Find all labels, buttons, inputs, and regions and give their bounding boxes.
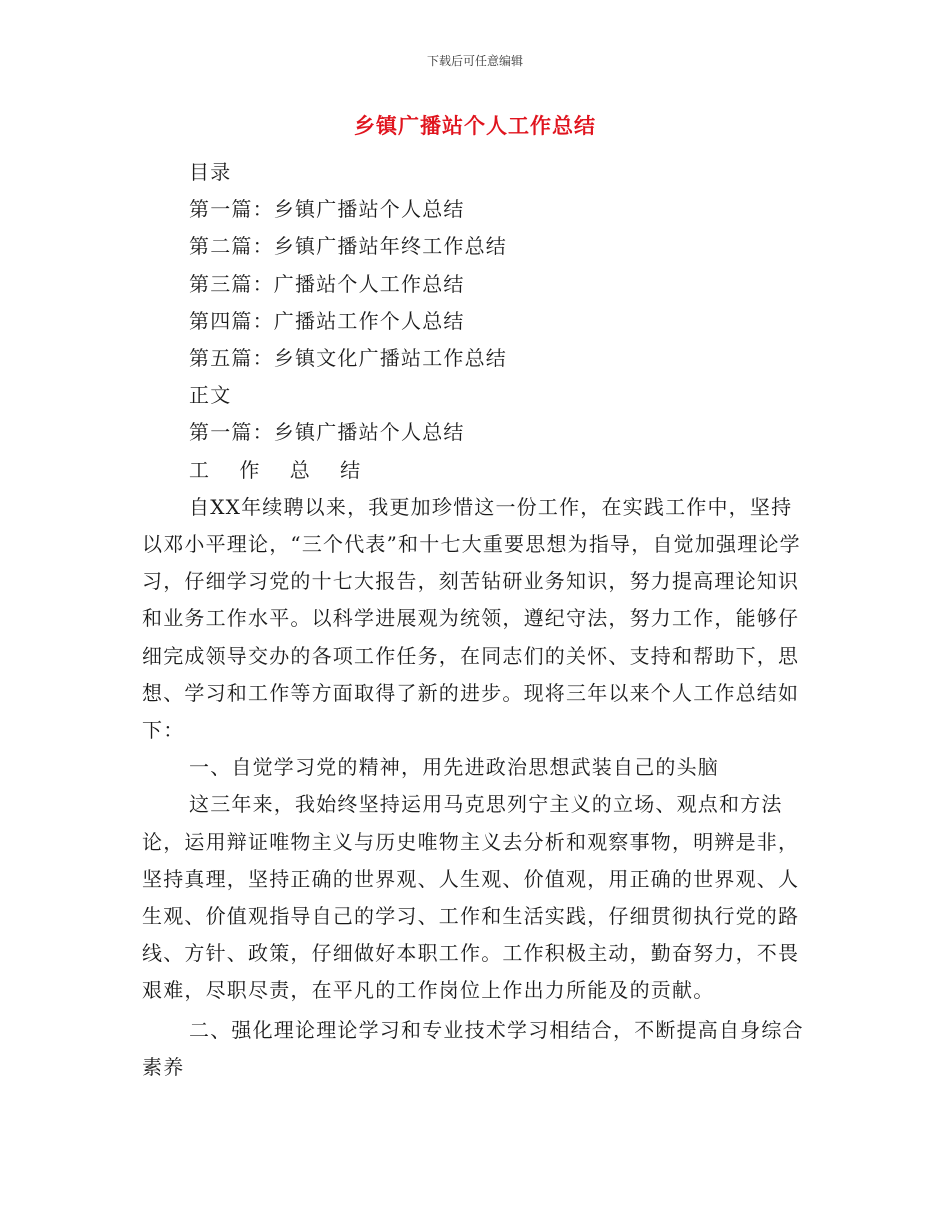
toc-item-3: 第三篇：广播站个人工作总结 (189, 271, 465, 296)
document-body (142, 154, 804, 1086)
work-heading: 工 作 总 结 (189, 457, 373, 482)
toc-label: 目录 (189, 160, 232, 184)
paragraph-body-one: 这三年来，我始终坚持运用马克思列宁主义的立场、观点和方法论，运用辩证唯物主义与历史唯物主义去分析和观察事物，明辨是非，坚持真理，坚持正确的世界观、人生观、价值观，用正确的世界观、人生观、价值观指导自己的学习、工作和生活实践，仔细贯彻执行党的路线、方针、政策，仔细做好本职工作。工作积极主动，勤奋努力，不畏艰难，尽职尽责，在平凡的工作岗位上作出力所能及的贡献。 (142, 792, 800, 1003)
header-note: 下载后可任意编辑 (426, 54, 523, 68)
section-title: 第一篇：乡镇广播站个人总结 (189, 420, 465, 445)
toc-item-1: 第一篇：乡镇广播站个人总结 (189, 197, 465, 222)
toc-item-5: 第五篇：乡镇文化广播站工作总结 (189, 346, 507, 371)
document-title: 乡镇广播站个人工作总结 (354, 113, 596, 138)
toc-item-2: 第二篇：乡镇广播站年终工作总结 (189, 234, 507, 259)
body-label: 正文 (189, 383, 232, 408)
toc-item-4: 第四篇：广播站工作个人总结 (189, 308, 465, 333)
paragraph-heading-one: 一、自觉学习党的精神，用先进政治思想武装自己的头脑 (189, 755, 719, 780)
paragraph-intro: 自XX年续聘以来，我更加珍惜这一份工作，在实践工作中，坚持以邓小平理论，“三个代表”和十七大重要思想为指导，自觉加强理论学习，仔细学习党的十七大报告，刻苦钻研业务知识，努力提高理论知识和业务工作水平。以科学进展观为统领，遵纪守法，努力工作，能够仔细完成领导交办的各项工作任务，在同志们的关怀、支持和帮助下，思想、学习和工作等方面取得了新的进步。现将三年以来个人工作总结如下： (142, 494, 801, 743)
paragraph-heading-two: 二、强化理论理论学习和专业技术学习相结合，不断提高自身综合素养 (142, 1017, 804, 1079)
